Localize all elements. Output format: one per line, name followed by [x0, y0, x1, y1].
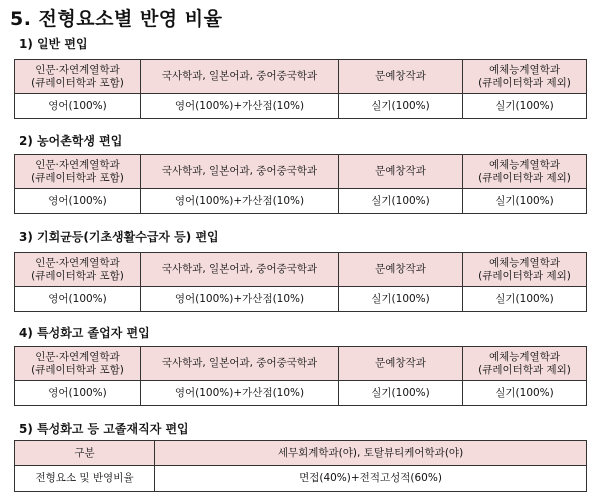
- header-cell-history-languages: 국사학과, 일본어과, 중어중국학과: [141, 347, 339, 381]
- header-cell-humanities: 인문·자연계열학과 (큐레이터학과 포함): [15, 155, 141, 189]
- header-cell-category: 구분: [15, 441, 155, 466]
- header-cell-history-languages: 국사학과, 일본어과, 중어중국학과: [141, 60, 339, 94]
- section-label-2: 2) 농어촌학생 편입: [19, 134, 123, 148]
- ratio-table-2: [14, 154, 587, 214]
- header-cell-creative-writing: 문예창작과: [339, 253, 463, 287]
- header-cell-arts: 예체능계열학과 (큐레이터학과 제외): [463, 347, 587, 381]
- section-label-1: 1) 일반 편입: [19, 37, 88, 51]
- header-cell-history-languages: 국사학과, 일본어과, 중어중국학과: [141, 253, 339, 287]
- header-cell-humanities: 인문·자연계열학과 (큐레이터학과 포함): [15, 60, 141, 94]
- table-header-row: [15, 155, 587, 189]
- value-cell: 실기(100%): [339, 189, 463, 214]
- value-cell: 영어(100%): [15, 94, 141, 119]
- table-value-row: [15, 466, 587, 492]
- header-cell-humanities: 인문·자연계열학과 (큐레이터학과 포함): [15, 253, 141, 287]
- table-value-row: [15, 287, 587, 312]
- row-label-cell: 전형요소 및 반영비율: [15, 466, 155, 492]
- ratio-table-1: [14, 59, 587, 119]
- table-value-row: [15, 381, 587, 406]
- header-cell-arts: 예체능계열학과 (큐레이터학과 제외): [463, 60, 587, 94]
- header-cell-humanities: 인문·자연계열학과 (큐레이터학과 포함): [15, 347, 141, 381]
- value-cell: 실기(100%): [339, 287, 463, 312]
- header-cell-departments: 세무회계학과(야), 토탈뷰티케어학과(야): [155, 441, 587, 466]
- table-header-row: [15, 253, 587, 287]
- value-cell: 실기(100%): [463, 287, 587, 312]
- value-cell: 영어(100%)+가산점(10%): [141, 94, 339, 119]
- section-label-5: 5) 특성화고 등 고졸재직자 편입: [19, 422, 189, 436]
- value-cell: 영어(100%): [15, 381, 141, 406]
- value-cell: 면접(40%)+전적고성적(60%): [155, 466, 587, 492]
- value-cell: 영어(100%): [15, 287, 141, 312]
- ratio-table-4: [14, 346, 587, 406]
- value-cell: 실기(100%): [463, 189, 587, 214]
- table-header-row: [15, 347, 587, 381]
- value-cell: 영어(100%)+가산점(10%): [141, 189, 339, 214]
- value-cell: 실기(100%): [339, 94, 463, 119]
- value-cell: 실기(100%): [463, 94, 587, 119]
- header-cell-creative-writing: 문예창작과: [339, 155, 463, 189]
- header-cell-arts: 예체능계열학과 (큐레이터학과 제외): [463, 253, 587, 287]
- header-cell-creative-writing: 문예창작과: [339, 60, 463, 94]
- value-cell: 실기(100%): [463, 381, 587, 406]
- table-value-row: [15, 94, 587, 119]
- table-value-row: [15, 189, 587, 214]
- ratio-table-5: [14, 440, 587, 492]
- value-cell: 영어(100%)+가산점(10%): [141, 287, 339, 312]
- table-header-row: [15, 60, 587, 94]
- ratio-table-3: [14, 252, 587, 312]
- header-cell-arts: 예체능계열학과 (큐레이터학과 제외): [463, 155, 587, 189]
- value-cell: 실기(100%): [339, 381, 463, 406]
- header-cell-history-languages: 국사학과, 일본어과, 중어중국학과: [141, 155, 339, 189]
- value-cell: 영어(100%): [15, 189, 141, 214]
- section-label-4: 4) 특성화고 졸업자 편입: [19, 326, 150, 340]
- value-cell: 영어(100%)+가산점(10%): [141, 381, 339, 406]
- header-cell-creative-writing: 문예창작과: [339, 347, 463, 381]
- table-header-row: [15, 441, 587, 466]
- section-label-3: 3) 기회균등(기초생활수급자 등) 편입: [19, 230, 219, 244]
- page-title: 5. 전형요소별 반영 비율: [10, 8, 223, 30]
